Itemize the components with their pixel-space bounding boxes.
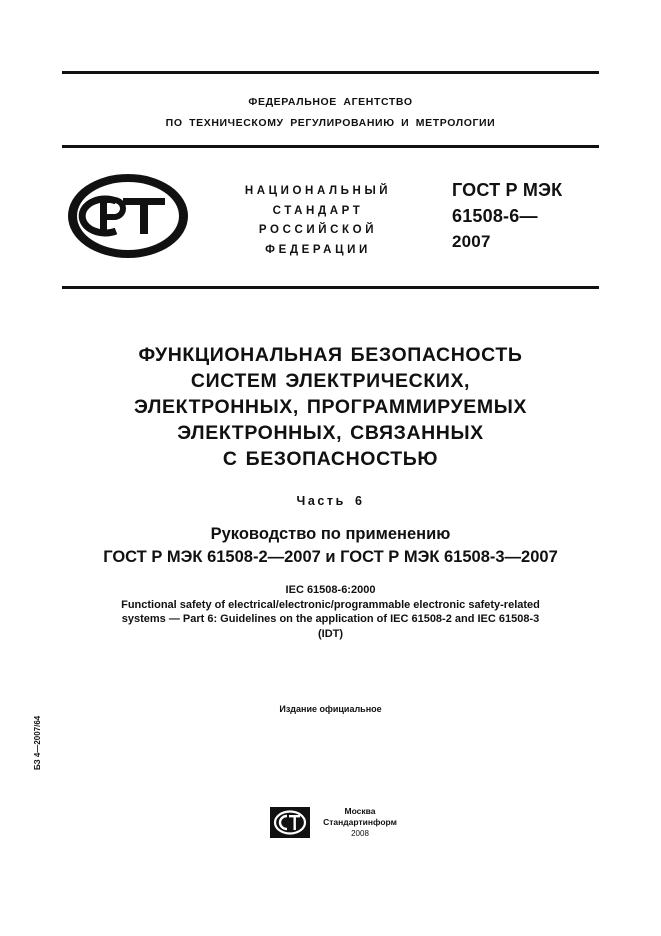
standard-rule: [62, 286, 599, 289]
agency-line-2: ПО ТЕХНИЧЕСКОМУ РЕГУЛИРОВАНИЮ И МЕТРОЛОГИИ: [165, 117, 496, 129]
title-line-2: СИСТЕМ ЭЛЕКТРИЧЕСКИХ,: [190, 370, 471, 392]
agency-header: [62, 92, 599, 134]
standard-type-line-1: НАЦИОНАЛЬНЫЙ: [244, 185, 392, 197]
gost-code: [452, 177, 600, 255]
publisher-year: 2008: [351, 829, 369, 838]
gost-code-year: 2007: [452, 232, 491, 251]
standard-type-line-4: ФЕДЕРАЦИИ: [265, 243, 371, 256]
rst-certification-mark-icon: [66, 172, 190, 260]
edition-label: Издание официальное: [279, 704, 382, 714]
header-rule: [62, 145, 599, 148]
publisher-city: Москва: [344, 806, 376, 816]
publisher: [312, 806, 408, 839]
standard-type-line-2: СТАНДАРТ: [272, 204, 364, 217]
part-label: Часть 6: [296, 494, 365, 508]
top-rule: [62, 71, 599, 74]
side-code: БЗ 4—2007/64: [33, 715, 42, 770]
agency-line-1: ФЕДЕРАЛЬНОЕ АГЕНТСТВО: [248, 96, 413, 108]
gost-code-line-2: 61508-6—: [452, 206, 538, 226]
subtitle-line-2: ГОСТ Р МЭК 61508-2—2007 и ГОСТ Р МЭК 61508-3—2007: [103, 548, 558, 566]
standartinform-logo-icon: [270, 807, 310, 838]
standard-type-line-3: РОССИЙСКОЙ: [258, 224, 378, 236]
iec-title-line-2: systems — Part 6: Guidelines on the application of IEC 61508-2 and IEC 61508-3: [121, 613, 540, 625]
standard-type: [218, 182, 418, 260]
iec-number: IEC 61508-6:2000: [285, 584, 376, 596]
publisher-name: Стандартинформ: [323, 817, 397, 827]
title-line-1: ФУНКЦИОНАЛЬНАЯ БЕЗОПАСНОСТЬ: [138, 344, 523, 366]
subtitle-line-1: Руководство по применению: [210, 525, 451, 543]
iec-title-line-1: Functional safety of electrical/electronic/programmable electronic safety-related: [121, 598, 540, 611]
page-title: [62, 342, 599, 472]
title-line-3: ЭЛЕКТРОННЫХ, ПРОГРАММИРУЕМЫХ: [133, 396, 528, 418]
iec-title-line-3: (IDT): [317, 627, 344, 640]
iec-reference: [62, 583, 599, 641]
title-line-5: С БЕЗОПАСНОСТЬЮ: [222, 448, 439, 470]
subtitle: [40, 523, 621, 569]
gost-code-line-1: ГОСТ Р МЭК: [452, 180, 563, 200]
title-line-4: ЭЛЕКТРОННЫХ, СВЯЗАННЫХ: [177, 422, 484, 444]
